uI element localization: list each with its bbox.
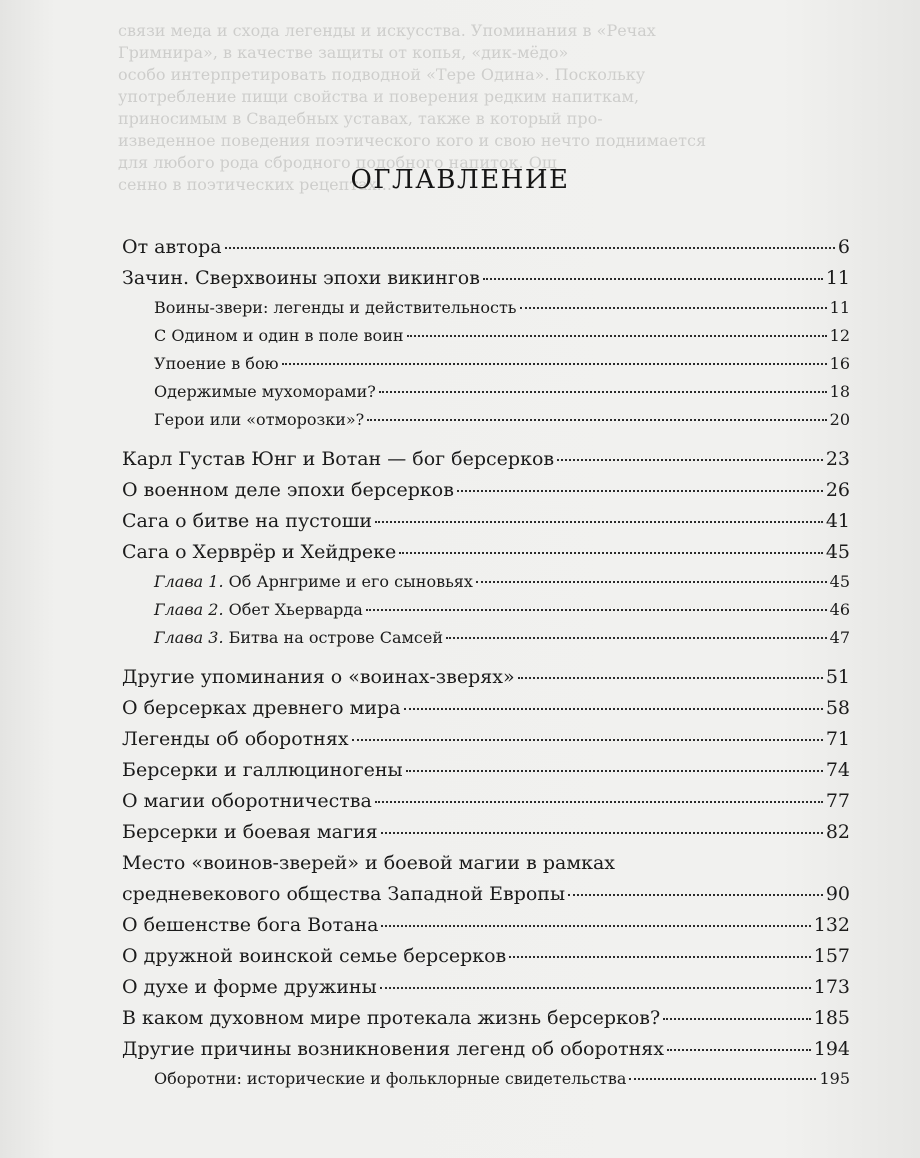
group-spacer [122, 656, 850, 666]
page-number: 132 [813, 914, 850, 936]
toc-entry[interactable] [122, 479, 850, 510]
toc-entry-title [154, 628, 443, 647]
toc-title: ОГЛАВЛЕНИЕ [350, 165, 570, 196]
dot-leader [380, 987, 811, 989]
dot-leader [457, 490, 823, 492]
page-number: 23 [825, 448, 850, 470]
dot-leader [520, 307, 827, 309]
toc-entry[interactable] [122, 728, 850, 759]
toc-entry-title: Воины-звери: легенды и действительность [154, 298, 517, 317]
toc-entry[interactable] [122, 354, 850, 382]
toc-entry[interactable] [122, 298, 850, 326]
toc-entry-title: О военном деле эпохи берсерков [122, 479, 454, 501]
toc-entry-title: Легенды об оборотнях [122, 728, 349, 750]
page-number: 195 [819, 1069, 850, 1088]
dot-leader [366, 609, 827, 611]
chapter-title: Обет Хьерварда [228, 600, 363, 619]
toc-entry-title [154, 572, 473, 591]
page-number: 173 [813, 976, 850, 998]
toc-entry[interactable] [122, 697, 850, 728]
bleed-line: особо интерпретировать подводной «Тере Одина». Поскольку [118, 65, 646, 84]
dot-leader [518, 677, 823, 679]
toc-entry[interactable] [122, 510, 850, 541]
toc-entry[interactable] [122, 821, 850, 852]
page-number: 47 [829, 628, 850, 647]
dot-leader [476, 581, 827, 583]
toc-entry-title: О берсерках древнего мира [122, 697, 401, 719]
bleed-line: Гримнира», в качестве защиты от копья, «дик-мёдо» [118, 43, 569, 62]
chapter-title: Об Арнгриме и его сыновьях [228, 572, 473, 591]
toc-entry-title: Герои или «отморозки»? [154, 410, 365, 429]
toc-entry-title: Другие упоминания о «воинах-зверях» [122, 666, 515, 688]
page-number: 11 [829, 298, 850, 317]
toc-entry[interactable] [122, 976, 850, 1007]
chapter-label: Глава 2. [154, 600, 224, 619]
dot-leader [381, 925, 810, 927]
page-number: 74 [825, 759, 850, 781]
toc-entry[interactable] [122, 914, 850, 945]
dot-leader [381, 832, 823, 834]
toc-entry[interactable] [122, 600, 850, 628]
page-number: 18 [829, 382, 850, 401]
toc-entry-title: Сага о битве на пустоши [122, 510, 373, 532]
page-number: 45 [825, 541, 850, 563]
toc-entry-title: От автора [122, 236, 222, 258]
dot-leader [509, 956, 810, 958]
dot-leader [557, 459, 823, 461]
toc-entry-title: О духе и форме дружины [122, 976, 377, 998]
toc-entry-title: Сага о Херврёр и Хейдреке [122, 541, 397, 563]
dot-leader [399, 552, 823, 554]
page-number: 45 [829, 572, 850, 591]
page-number: 16 [829, 354, 850, 373]
toc-entry-title: Другие причины возникновения легенд об оборотнях [122, 1038, 664, 1060]
toc-entry[interactable] [122, 628, 850, 656]
toc-entry[interactable] [122, 541, 850, 572]
dot-leader [406, 770, 823, 772]
toc-entry-title: Одержимые мухоморами? [154, 382, 376, 401]
toc-entry-title: В каком духовном мире протекала жизнь берсерков? [122, 1007, 661, 1029]
page-number: 26 [825, 479, 850, 501]
page-number: 58 [825, 697, 850, 719]
page-number: 41 [825, 510, 850, 532]
toc-entry-title [154, 600, 363, 619]
group-spacer [122, 438, 850, 448]
toc-entry-title: О магии оборотничества [122, 790, 372, 812]
page-number: 90 [825, 883, 850, 905]
page-number: 11 [825, 267, 850, 289]
toc-entry-first-line: Место «воинов-зверей» и боевой магии в рамках [122, 852, 616, 874]
dot-leader [483, 278, 823, 280]
toc-entry[interactable] [122, 1069, 850, 1097]
page-number: 82 [825, 821, 850, 843]
toc-entry[interactable] [122, 382, 850, 410]
toc-entry-title: Зачин. Сверхвоины эпохи викингов [122, 267, 480, 289]
page-number: 12 [829, 326, 850, 345]
dot-leader [404, 708, 823, 710]
page-number: 194 [813, 1038, 850, 1060]
toc-entry[interactable] [122, 267, 850, 298]
bleed-line: для любого рода сбродного подобного напиток. Ощ [118, 153, 557, 172]
page-number: 20 [829, 410, 850, 429]
toc-entry[interactable] [122, 666, 850, 697]
dot-leader [407, 335, 827, 337]
toc-entry-title: О бешенстве бога Вотана [122, 914, 379, 936]
toc-entry[interactable] [122, 326, 850, 354]
dot-leader [568, 894, 823, 896]
toc-entry-title: С Одином и один в поле воин [154, 326, 404, 345]
toc-entry-title: О дружной воинской семье берсерков [122, 945, 507, 967]
toc-entry-title: Оборотни: исторические и фольклорные свидетельства [154, 1069, 627, 1088]
toc-entry[interactable] [122, 1007, 850, 1038]
page-number: 71 [825, 728, 850, 750]
table-of-contents [122, 236, 850, 1097]
toc-entry[interactable] [122, 572, 850, 600]
dot-leader [367, 419, 826, 421]
toc-entry[interactable] [122, 790, 850, 821]
bleed-line: изведенное поведения поэтического кого и свою нечто поднимается [118, 131, 707, 150]
page-number: 185 [813, 1007, 850, 1029]
chapter-label: Глава 3. [154, 628, 224, 647]
dot-leader [446, 637, 827, 639]
toc-entry[interactable] [122, 448, 850, 479]
dot-leader [375, 801, 823, 803]
dot-leader [282, 363, 827, 365]
toc-entry-title: Упоение в бою [154, 354, 279, 373]
toc-entry-title: Берсерки и галлюциногены [122, 759, 403, 781]
bleed-line: употребление пищи свойства и поверения редким напиткам, [118, 87, 640, 106]
dot-leader [225, 247, 835, 249]
bleed-line: приносимым в Свадебных уставах, также в который про- [118, 109, 603, 128]
dot-leader [663, 1018, 811, 1020]
page-number: 77 [825, 790, 850, 812]
toc-entry[interactable] [122, 1038, 850, 1069]
toc-entry-title: Карл Густав Юнг и Вотан — бог берсерков [122, 448, 555, 470]
dot-leader [352, 739, 823, 741]
dot-leader [375, 521, 823, 523]
dot-leader [667, 1049, 811, 1051]
page-number: 46 [829, 600, 850, 619]
toc-entry-title: средневекового общества Западной Европы [122, 883, 566, 905]
page-number: 157 [813, 945, 850, 967]
toc-entry[interactable] [122, 945, 850, 976]
toc-entry[interactable] [122, 410, 850, 438]
dot-leader [629, 1078, 816, 1080]
bleed-line: связи меда и схода легенды и искусства. Упоминания в «Речах [118, 21, 656, 40]
page-number: 51 [825, 666, 850, 688]
toc-entry[interactable] [122, 759, 850, 790]
toc-entry[interactable] [122, 236, 850, 267]
page-number: 6 [837, 236, 850, 258]
chapter-label: Глава 1. [154, 572, 224, 591]
toc-entry-title: Берсерки и боевая магия [122, 821, 378, 843]
dot-leader [379, 391, 827, 393]
toc-entry[interactable] [122, 883, 850, 914]
bleed-line: сенно в поэтических рецептах... [118, 175, 392, 194]
chapter-title: Битва на острове Самсей [228, 628, 444, 647]
